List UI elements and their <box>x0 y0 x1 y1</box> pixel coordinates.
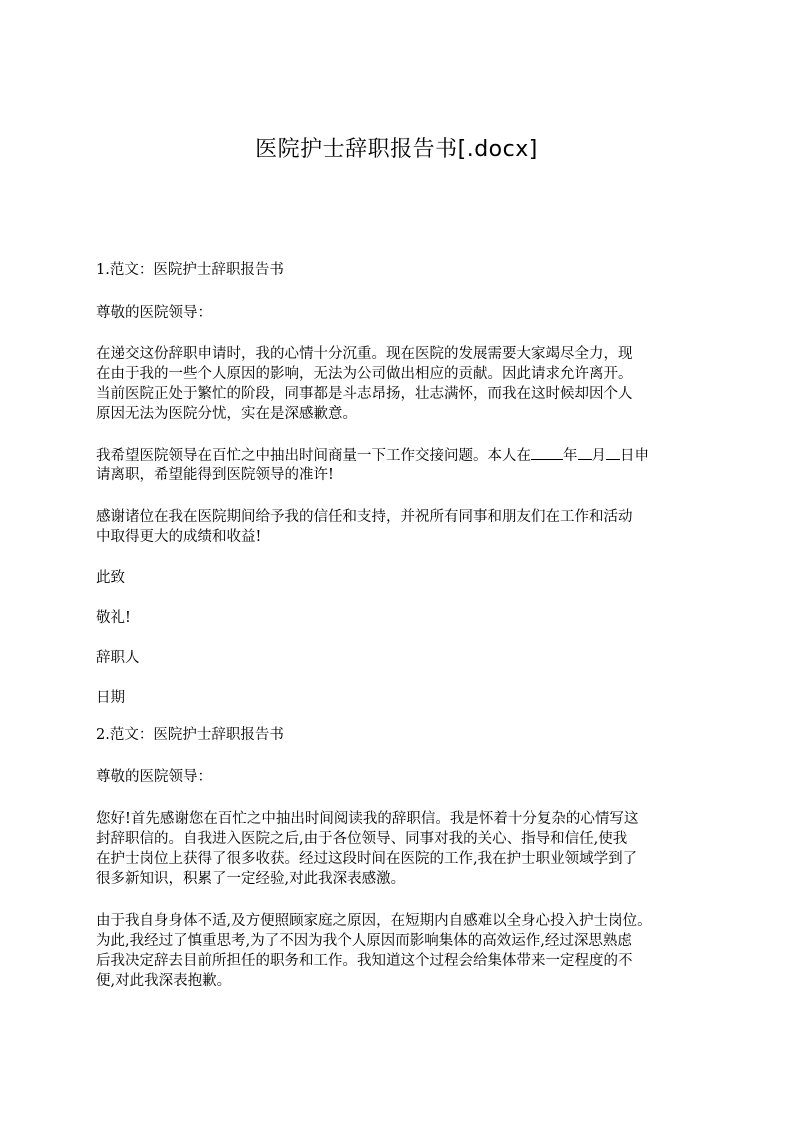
closing-regards: 此致 <box>96 570 125 586</box>
section2-para1-line: 封辞职信的。自我进入医院之后,由于各位领导、同事对我的关心、指导和信任,使我 <box>96 831 628 847</box>
document-title: 医院护士辞职报告书[.docx] <box>255 137 538 162</box>
closing-salute: 敬礼! <box>96 610 131 626</box>
section1-para3-line: 感谢诸位在我在医院期间给予我的信任和支持，并祝所有同事和朋友们在工作和活动 <box>96 509 633 525</box>
section2-para1-line: 您好!首先感谢您在百忙之中抽出时间阅读我的辞职信。我是怀着十分复杂的心情写这 <box>96 811 639 827</box>
section2-para2-line: 为此,我经过了慎重思考,为了不因为我个人原因而影响集体的高效运作,经过深思熟虑 <box>96 933 632 949</box>
day-label: 日申 <box>620 448 649 464</box>
section1-para3-line: 中取得更大的成绩和收益! <box>96 529 262 545</box>
section2-salutation: 尊敬的医院领导： <box>96 769 212 785</box>
section2-para2-line: 由于我自身身体不适,及方便照顾家庭之原因，在短期内自感难以全身心投入护士岗位。 <box>96 913 652 929</box>
section2-para1-line: 在护士岗位上获得了很多收获。经过这段时间在医院的工作,我在护士职业领域学到了 <box>96 851 638 867</box>
para2-text: 我希望医院领导在百忙之中抽出时间商量一下工作交接问题。本人在 <box>96 448 531 464</box>
year-blank <box>531 445 563 460</box>
section2-para2-line: 后我决定辞去目前所担任的职务和工作。我知道这个过程会给集体带来一定程度的不 <box>96 953 633 969</box>
section1-para2-line <box>96 445 649 466</box>
section2-heading: 2.范文：医院护士辞职报告书 <box>96 727 284 743</box>
month-label: 月 <box>591 448 606 464</box>
section1-para2-line: 请离职，希望能得到医院领导的准许! <box>96 467 334 483</box>
section2-para1-line: 很多新知识，积累了一定经验,对此我深表感激。 <box>96 871 406 887</box>
section1-para1-line: 在递交这份辞职申请时，我的心情十分沉重。现在医院的发展需要大家竭尽全力，现 <box>96 346 633 362</box>
month-blank <box>578 445 592 460</box>
year-label: 年 <box>563 448 578 464</box>
section1-salutation: 尊敬的医院领导： <box>96 305 212 321</box>
section1-para1-line: 原因无法为医院分忧，实在是深感歉意。 <box>96 406 357 422</box>
day-blank <box>606 445 620 460</box>
section2-para2-line: 便,对此我深表抱歉。 <box>96 973 232 989</box>
date-label: 日期 <box>96 690 125 706</box>
section1-para1-line: 在由于我的一些个人原因的影响，无法为公司做出相应的贡献。因此请求允许离开。 <box>96 366 633 382</box>
signer-label: 辞职人 <box>96 650 140 666</box>
section1-heading: 1.范文：医院护士辞职报告书 <box>96 262 284 278</box>
section1-para1-line: 当前医院正处于繁忙的阶段，同事都是斗志昂扬，壮志满怀，而我在这时候却因个人 <box>96 386 633 402</box>
